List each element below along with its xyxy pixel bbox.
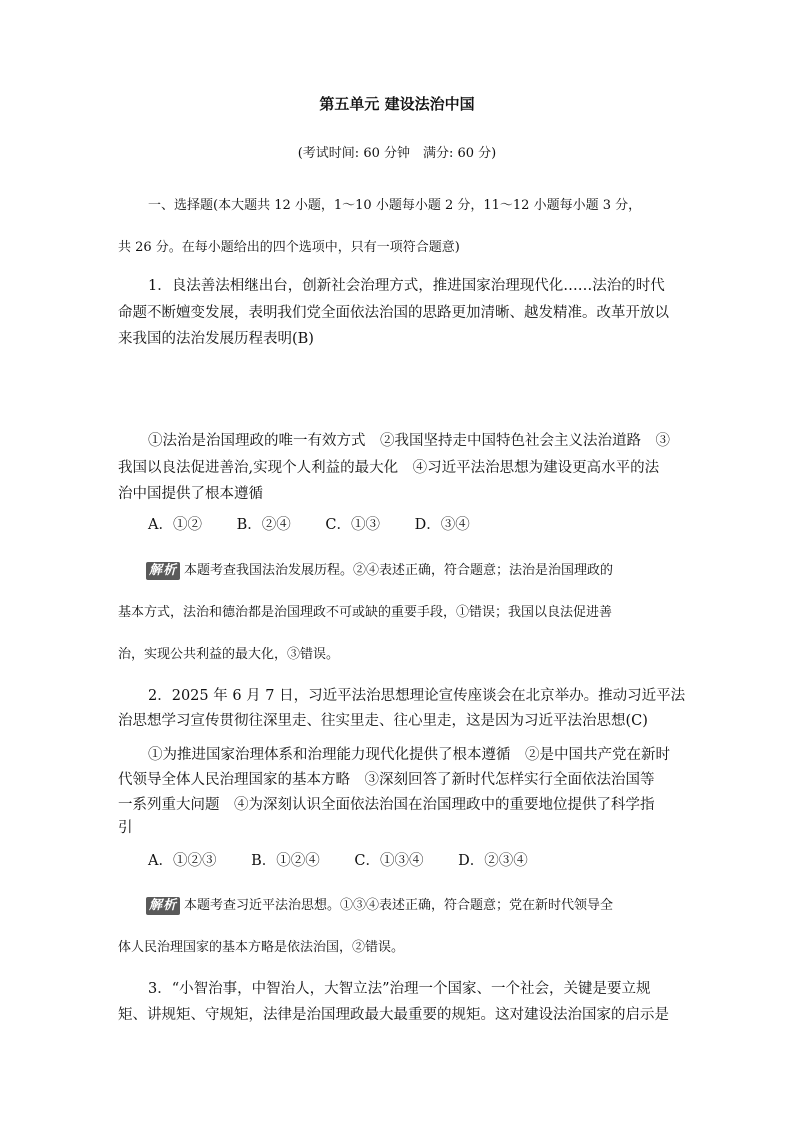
- exam-info: (考试时间: 60 分钟 满分: 60 分): [297, 146, 497, 161]
- q2-analysis-line: 体人民治理国家的基本方略是依法治国，②错误。: [118, 940, 405, 955]
- analysis-badge: 解析: [146, 897, 180, 915]
- option-c: C．①③④: [354, 853, 424, 869]
- q2-item-line: ①为推进国家治理体系和治理能力现代化提供了根本遵循 ②是中国共产党在新时: [148, 747, 670, 763]
- q1-analysis-line: 基本方式，法治和德治都是治国理政不可或缺的重要手段，①错误；我国以良法促进善: [118, 605, 613, 620]
- q2-stem-line: 治思想学习宣传贯彻往深里走、往实里走、往心里走，这是因为习近平法治思想(C): [118, 713, 648, 729]
- option-d: D．②③④: [458, 853, 528, 869]
- q1-stem-line: 1．良法善法相继出台，创新社会治理方式，推进国家治理现代化……法治的时代: [148, 278, 665, 294]
- q2-stem-line: 2．2025 年 6 月 7 日，习近平法治思想理论宣传座谈会在北京举办。推动习近平法: [148, 688, 686, 704]
- q3-stem-line: 矩、讲规矩、守规矩，法律是治国理政最大最重要的规矩。这对建设法治国家的启示是: [118, 1007, 669, 1023]
- option-d: D．③④: [414, 517, 470, 533]
- option-a: A．①②③: [148, 853, 217, 869]
- section-heading: 一、选择题(本大题共 12 小题，1～10 小题每小题 2 分，11～12 小题每小题 3 分，: [148, 198, 642, 213]
- q1-analysis-line: [146, 561, 613, 581]
- q1-analysis-line: 治，实现公共利益的最大化，③错误。: [118, 647, 340, 662]
- analysis-badge: 解析: [146, 562, 180, 580]
- q2-analysis-line: [146, 896, 613, 916]
- q2-item-line: 一系列重大问题 ④为深刻认识全面依法治国在治国理政中的重要地位提供了科学指: [118, 797, 655, 813]
- option-b: B．①②④: [251, 853, 320, 869]
- q1-stem-line: 来我国的法治发展历程表明(B): [118, 331, 314, 347]
- q2-item-line: 引: [118, 820, 133, 836]
- q2-item-line: 代领导全体人民治理国家的基本方略 ③深刻回答了新时代怎样实行全面依法治国等: [118, 772, 655, 788]
- q2-options: [148, 851, 558, 871]
- q1-item-line: ①法治是治国理政的唯一有效方式 ②我国坚持走中国特色社会主义法治道路 ③: [148, 433, 670, 449]
- q1-item-line: 治中国提供了根本遵循: [118, 486, 263, 502]
- q1-item-line: 我国以良法促进善治,实现个人利益的最大化 ④习近平法治思想为建设更高水平的法: [118, 460, 660, 476]
- page-title: 第五单元 建设法治中国: [319, 95, 475, 113]
- q1-stem-line: 命题不断嬗变发展，表明我们党全面依法治国的思路更加清晰、越发精准。改革开放以: [118, 305, 669, 321]
- q2-analysis-text: 本题考查习近平法治思想。①③④表述正确，符合题意；党在新时代领导全: [184, 898, 614, 913]
- q3-stem-line: 3．“小智治事，中智治人，大智立法”治理一个国家、一个社会，关键是要立规: [148, 981, 651, 997]
- q1-analysis-text: 本题考查我国法治发展历程。②④表述正确，符合题意；法治是治国理政的: [184, 563, 614, 578]
- option-a: A．①②: [148, 517, 202, 533]
- option-b: B．②④: [236, 517, 291, 533]
- section-heading-cont: 共 26 分。在每小题给出的四个选项中，只有一项符合题意): [118, 240, 460, 255]
- q1-options: [148, 515, 500, 535]
- option-c: C．①③: [325, 517, 380, 533]
